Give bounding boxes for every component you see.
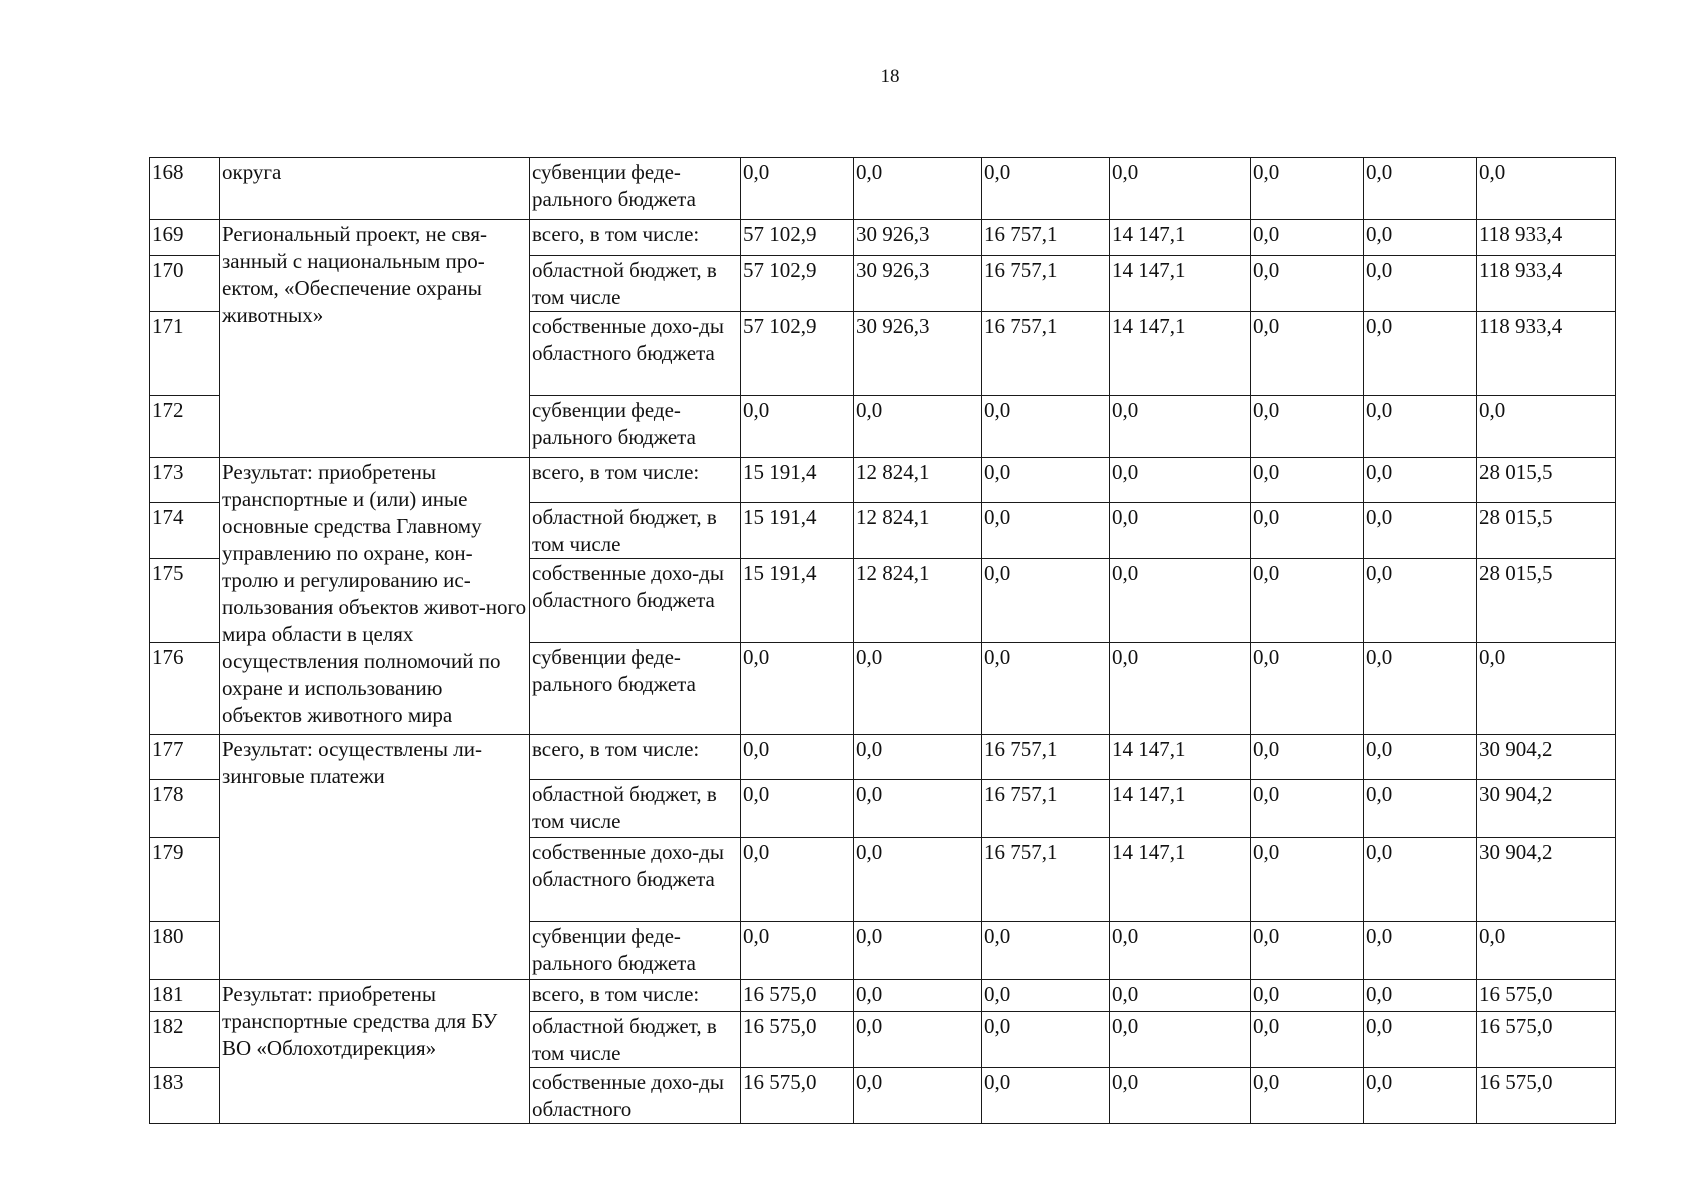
value-cell: 0,0 <box>1110 158 1251 220</box>
value-cell: 0,0 <box>1110 643 1251 735</box>
value-cell: 0,0 <box>982 643 1110 735</box>
value-cell: 0,0 <box>1364 643 1477 735</box>
value-cell: 0,0 <box>1110 458 1251 503</box>
value-cell: 0,0 <box>1364 780 1477 838</box>
funding-source: субвенции феде-рального бюджета <box>530 396 741 458</box>
funding-source: собственные дохо-ды областного <box>530 1068 741 1124</box>
value-cell: 0,0 <box>1110 1068 1251 1124</box>
value-cell: 0,0 <box>1477 643 1616 735</box>
value-cell: 16 575,0 <box>1477 1068 1616 1124</box>
value-cell: 15 191,4 <box>741 559 854 643</box>
value-cell: 16 757,1 <box>982 312 1110 396</box>
funding-source: областной бюджет, в том числе <box>530 780 741 838</box>
row-number: 179 <box>150 838 220 922</box>
value-cell: 0,0 <box>1364 503 1477 559</box>
value-cell: 0,0 <box>1251 256 1364 312</box>
value-cell: 0,0 <box>982 1068 1110 1124</box>
value-cell: 28 015,5 <box>1477 458 1616 503</box>
funding-source: субвенции феде-рального бюджета <box>530 643 741 735</box>
value-cell: 28 015,5 <box>1477 503 1616 559</box>
row-number: 172 <box>150 396 220 458</box>
value-cell: 14 147,1 <box>1110 735 1251 780</box>
row-number: 178 <box>150 780 220 838</box>
value-cell: 0,0 <box>1477 396 1616 458</box>
value-cell: 57 102,9 <box>741 220 854 256</box>
value-cell: 0,0 <box>1251 780 1364 838</box>
value-cell: 0,0 <box>1364 1068 1477 1124</box>
value-cell: 0,0 <box>982 1012 1110 1068</box>
value-cell: 0,0 <box>1364 256 1477 312</box>
value-cell: 0,0 <box>1251 838 1364 922</box>
row-number: 169 <box>150 220 220 256</box>
funding-source: всего, в том числе: <box>530 980 741 1012</box>
funding-source: собственные дохо-ды областного бюджета <box>530 559 741 643</box>
funding-source: всего, в том числе: <box>530 458 741 503</box>
page-number: 18 <box>880 66 900 87</box>
value-cell: 12 824,1 <box>854 458 982 503</box>
funding-source: областной бюджет, в том числе <box>530 1012 741 1068</box>
value-cell: 0,0 <box>1477 158 1616 220</box>
value-cell: 0,0 <box>854 396 982 458</box>
value-cell: 118 933,4 <box>1477 220 1616 256</box>
value-cell: 0,0 <box>854 158 982 220</box>
value-cell: 30 904,2 <box>1477 735 1616 780</box>
value-cell: 14 147,1 <box>1110 220 1251 256</box>
value-cell: 0,0 <box>1364 158 1477 220</box>
value-cell: 0,0 <box>982 158 1110 220</box>
value-cell: 0,0 <box>854 735 982 780</box>
row-number: 170 <box>150 256 220 312</box>
value-cell: 0,0 <box>1364 838 1477 922</box>
row-number: 173 <box>150 458 220 503</box>
value-cell: 0,0 <box>741 158 854 220</box>
value-cell: 0,0 <box>982 922 1110 980</box>
value-cell: 14 147,1 <box>1110 256 1251 312</box>
funding-source: областной бюджет, в том числе <box>530 256 741 312</box>
value-cell: 16 575,0 <box>1477 1012 1616 1068</box>
value-cell: 16 575,0 <box>741 1068 854 1124</box>
funding-source: всего, в том числе: <box>530 735 741 780</box>
row-description: округа <box>220 158 530 220</box>
row-number: 183 <box>150 1068 220 1124</box>
value-cell: 57 102,9 <box>741 312 854 396</box>
table-row <box>150 980 1616 1012</box>
row-number: 182 <box>150 1012 220 1068</box>
value-cell: 0,0 <box>1364 1012 1477 1068</box>
value-cell: 0,0 <box>1364 396 1477 458</box>
table-row <box>150 220 1616 256</box>
value-cell: 0,0 <box>982 396 1110 458</box>
value-cell: 0,0 <box>1110 559 1251 643</box>
value-cell: 16 757,1 <box>982 220 1110 256</box>
value-cell: 0,0 <box>1364 220 1477 256</box>
value-cell: 12 824,1 <box>854 559 982 643</box>
budget-table <box>149 157 1616 1124</box>
value-cell: 0,0 <box>1251 735 1364 780</box>
value-cell: 0,0 <box>982 503 1110 559</box>
value-cell: 30 904,2 <box>1477 838 1616 922</box>
funding-source: областной бюджет, в том числе <box>530 503 741 559</box>
table-row <box>150 458 1616 503</box>
value-cell: 0,0 <box>1110 922 1251 980</box>
value-cell: 16 575,0 <box>741 980 854 1012</box>
value-cell: 0,0 <box>1364 735 1477 780</box>
row-description: Результат: приобретены транспортные средства для БУ ВО «Облохотдирекция» <box>220 980 530 1124</box>
value-cell: 0,0 <box>1251 922 1364 980</box>
value-cell: 0,0 <box>741 922 854 980</box>
row-number: 175 <box>150 559 220 643</box>
value-cell: 0,0 <box>1364 312 1477 396</box>
table-row <box>150 158 1616 220</box>
value-cell: 0,0 <box>854 643 982 735</box>
value-cell: 28 015,5 <box>1477 559 1616 643</box>
value-cell: 16 575,0 <box>741 1012 854 1068</box>
value-cell: 16 757,1 <box>982 256 1110 312</box>
value-cell: 16 757,1 <box>982 780 1110 838</box>
value-cell: 0,0 <box>1110 980 1251 1012</box>
value-cell: 0,0 <box>1110 503 1251 559</box>
value-cell: 0,0 <box>982 980 1110 1012</box>
row-description: Результат: приобретены транспортные и (или) иные основные средства Главному управлению по охране, кон-тролю и регулированию ис-пользования объектов живот-ного мира области в целях осуществления полномочий по охране и использованию объектов животного мира <box>220 458 530 735</box>
value-cell: 0,0 <box>741 735 854 780</box>
value-cell: 14 147,1 <box>1110 838 1251 922</box>
value-cell: 0,0 <box>1251 458 1364 503</box>
value-cell: 0,0 <box>1251 1068 1364 1124</box>
row-number: 180 <box>150 922 220 980</box>
value-cell: 30 926,3 <box>854 256 982 312</box>
value-cell: 0,0 <box>1251 396 1364 458</box>
value-cell: 12 824,1 <box>854 503 982 559</box>
value-cell: 0,0 <box>1364 559 1477 643</box>
value-cell: 0,0 <box>982 559 1110 643</box>
value-cell: 0,0 <box>854 980 982 1012</box>
value-cell: 0,0 <box>854 1012 982 1068</box>
value-cell: 0,0 <box>1251 1012 1364 1068</box>
value-cell: 0,0 <box>854 780 982 838</box>
row-number: 177 <box>150 735 220 780</box>
row-number: 181 <box>150 980 220 1012</box>
value-cell: 0,0 <box>1364 922 1477 980</box>
value-cell: 57 102,9 <box>741 256 854 312</box>
value-cell: 0,0 <box>1251 643 1364 735</box>
row-number: 174 <box>150 503 220 559</box>
value-cell: 0,0 <box>1477 922 1616 980</box>
value-cell: 0,0 <box>1251 559 1364 643</box>
value-cell: 0,0 <box>741 396 854 458</box>
value-cell: 14 147,1 <box>1110 780 1251 838</box>
value-cell: 0,0 <box>741 643 854 735</box>
value-cell: 0,0 <box>1251 503 1364 559</box>
value-cell: 30 926,3 <box>854 220 982 256</box>
funding-source: субвенции феде-рального бюджета <box>530 922 741 980</box>
value-cell: 15 191,4 <box>741 458 854 503</box>
row-description: Региональный проект, не свя-занный с национальным про-ектом, «Обеспечение охраны животных» <box>220 220 530 458</box>
value-cell: 14 147,1 <box>1110 312 1251 396</box>
value-cell: 0,0 <box>1364 458 1477 503</box>
value-cell: 118 933,4 <box>1477 312 1616 396</box>
value-cell: 0,0 <box>1251 312 1364 396</box>
value-cell: 0,0 <box>1364 980 1477 1012</box>
row-description: Результат: осуществлены ли-зинговые платежи <box>220 735 530 980</box>
value-cell: 0,0 <box>854 838 982 922</box>
value-cell: 0,0 <box>1251 980 1364 1012</box>
value-cell: 0,0 <box>854 1068 982 1124</box>
funding-source: собственные дохо-ды областного бюджета <box>530 312 741 396</box>
value-cell: 0,0 <box>1251 220 1364 256</box>
value-cell: 30 904,2 <box>1477 780 1616 838</box>
value-cell: 0,0 <box>1251 158 1364 220</box>
row-number: 171 <box>150 312 220 396</box>
value-cell: 0,0 <box>1110 1012 1251 1068</box>
funding-source: всего, в том числе: <box>530 220 741 256</box>
value-cell: 16 575,0 <box>1477 980 1616 1012</box>
value-cell: 15 191,4 <box>741 503 854 559</box>
value-cell: 16 757,1 <box>982 838 1110 922</box>
row-number: 176 <box>150 643 220 735</box>
value-cell: 0,0 <box>854 922 982 980</box>
value-cell: 0,0 <box>982 458 1110 503</box>
value-cell: 16 757,1 <box>982 735 1110 780</box>
value-cell: 30 926,3 <box>854 312 982 396</box>
value-cell: 0,0 <box>1110 396 1251 458</box>
value-cell: 118 933,4 <box>1477 256 1616 312</box>
row-number: 168 <box>150 158 220 220</box>
funding-source: субвенции феде-рального бюджета <box>530 158 741 220</box>
value-cell: 0,0 <box>741 838 854 922</box>
table-row <box>150 735 1616 780</box>
value-cell: 0,0 <box>741 780 854 838</box>
funding-source: собственные дохо-ды областного бюджета <box>530 838 741 922</box>
